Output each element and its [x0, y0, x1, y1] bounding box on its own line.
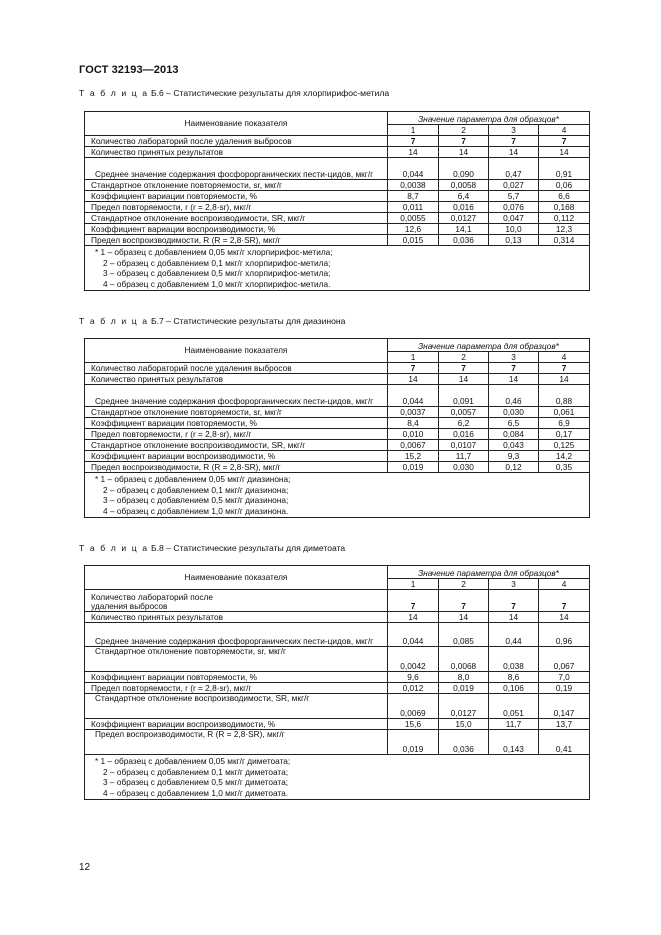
table-row — [85, 407, 590, 418]
value-cell: 0,036 — [439, 730, 489, 755]
value-cell: 0,168 — [539, 202, 590, 213]
value-cell: 0,030 — [439, 462, 489, 473]
value-cell: 0,0057 — [439, 407, 489, 418]
table-row — [85, 235, 590, 246]
value-cell: 14 — [388, 374, 439, 385]
footnote-line: 3 – образец с добавлением 0,5 мкг/г диазинона; — [103, 495, 289, 505]
value-cell: 0,051 — [489, 694, 539, 719]
value-cell: 6,5 — [489, 418, 539, 429]
value-cell: 7 — [539, 590, 590, 612]
row-name-cell: Стандартное отклонение повторяемости, sr, мкг/г — [85, 407, 388, 418]
value-cell: 10,0 — [489, 224, 539, 235]
value-cell: 0,112 — [539, 213, 590, 224]
table-b8-caption-text: Б.8 – Статистические результаты для диметоата — [148, 543, 346, 553]
value-cell: 0,06 — [539, 180, 590, 191]
value-cell: 0,044 — [388, 385, 439, 407]
document-standard-title: ГОСТ 32193—2013 — [79, 64, 179, 76]
table-b7-caption — [79, 316, 345, 326]
value-cell: 0,019 — [388, 730, 439, 755]
value-cell: 15,2 — [388, 451, 439, 462]
value-cell: 9,3 — [489, 451, 539, 462]
footnote-line: 2 – образец с добавлением 0,1 мкг/г диметоата; — [103, 766, 289, 777]
row-name-cell: Среднее значение содержания фосфорорганических пести-цидов, мкг/г — [85, 623, 388, 647]
value-cell: 0,090 — [439, 158, 489, 180]
value-cell: 6,2 — [439, 418, 489, 429]
table-row — [85, 462, 590, 473]
value-cell: 0,17 — [539, 429, 590, 440]
row-name-cell: Количество принятых результатов — [85, 374, 388, 385]
value-cell: 14,2 — [539, 451, 590, 462]
value-cell: 8,7 — [388, 191, 439, 202]
sample-number-cell: 4 — [539, 579, 590, 590]
row-name-cell: Стандартное отклонение воспроизводимости, SR, мкг/г — [85, 440, 388, 451]
footnote-line: 4 – образец с добавлением 1,0 мкг/г хлорпирифос-метила. — [103, 278, 331, 289]
value-cell: 12,6 — [388, 224, 439, 235]
table-b8-caption-label: Т а б л и ц а — [79, 543, 149, 553]
row-name-cell: Предел воспроизводимости, R (R = 2,8·SR), мкг/г — [85, 235, 388, 246]
value-cell: 0,076 — [489, 202, 539, 213]
table-row — [85, 451, 590, 462]
value-cell: 7 — [489, 363, 539, 374]
value-cell: 9,6 — [388, 672, 439, 683]
footnote-line: * 1 – образец с добавлением 0,05 мкг/г диазинона; — [95, 474, 291, 484]
value-cell: 0,036 — [439, 235, 489, 246]
row-name-cell: Количество принятых результатов — [85, 612, 388, 623]
value-cell: 7 — [388, 363, 439, 374]
sample-number-cell: 3 — [489, 125, 539, 136]
value-cell: 0,96 — [539, 623, 590, 647]
value-cell: 14 — [388, 147, 439, 158]
value-cell: 14 — [439, 612, 489, 623]
row-name-cell: Стандартное отклонение воспроизводимости, SR, мкг/г — [85, 694, 388, 719]
table-row — [85, 730, 590, 755]
value-cell: 0,038 — [489, 647, 539, 672]
sample-number-cell: 2 — [439, 579, 489, 590]
table-row — [85, 385, 590, 407]
value-cell: 0,35 — [539, 462, 590, 473]
table-b7-caption-text: Б.7 – Статистические результаты для диазинона — [148, 316, 346, 326]
sample-number-cell: 3 — [489, 352, 539, 363]
value-cell: 14 — [489, 612, 539, 623]
footnote-line: 2 – образец с добавлением 0,1 мкг/г диазинона; — [103, 484, 289, 495]
row-name-cell: Стандартное отклонение повторяемости, sr, мкг/г — [85, 647, 388, 672]
value-cell: 0,0127 — [439, 213, 489, 224]
table-row — [85, 136, 590, 147]
value-cell: 0,0067 — [388, 440, 439, 451]
row-name-cell: Среднее значение содержания фосфорорганических пести-цидов, мкг/г — [85, 158, 388, 180]
table-row — [85, 683, 590, 694]
sample-number-cell: 1 — [388, 579, 439, 590]
table-b6-caption-label: Т а б л и ц а — [79, 88, 149, 98]
header-name-cell: Наименование показателя — [85, 339, 388, 363]
value-cell: 0,061 — [539, 407, 590, 418]
value-cell: 0,085 — [439, 623, 489, 647]
header-values-cell: Значение параметра для образцов* — [388, 566, 590, 579]
value-cell: 15,0 — [439, 719, 489, 730]
value-cell: 0,019 — [439, 683, 489, 694]
row-name-cell: Количество лабораторий после удаления выбросов — [85, 363, 388, 374]
value-cell: 0,91 — [539, 158, 590, 180]
table-row — [85, 623, 590, 647]
value-cell: 0,027 — [489, 180, 539, 191]
row-name-cell: Предел повторяемости, r (r = 2,8·sr), мкг/г — [85, 683, 388, 694]
footnote-line: 3 – образец с добавлением 0,5 мкг/г хлорпирифос-метила; — [103, 268, 331, 278]
value-cell: 11,7 — [439, 451, 489, 462]
footnote-line: * 1 – образец с добавлением 0,05 мкг/г диметоата; — [95, 756, 291, 766]
footnote-line: 4 – образец с добавлением 1,0 мкг/г диазинона. — [103, 505, 289, 516]
value-cell: 0,44 — [489, 623, 539, 647]
value-cell: 0,043 — [489, 440, 539, 451]
value-cell: 0,0055 — [388, 213, 439, 224]
row-name-cell: Предел повторяемости, r (r = 2,8·sr), мкг/г — [85, 429, 388, 440]
value-cell: 14 — [439, 147, 489, 158]
sample-number-cell: 1 — [388, 125, 439, 136]
footnote-row — [85, 473, 590, 518]
value-cell: 0,147 — [539, 694, 590, 719]
footnote-line: 4 – образец с добавлением 1,0 мкг/г диметоата. — [103, 787, 289, 798]
value-cell: 0,0127 — [439, 694, 489, 719]
value-cell: 7 — [539, 363, 590, 374]
value-cell: 0,0068 — [439, 647, 489, 672]
header-values-cell: Значение параметра для образцов* — [388, 112, 590, 125]
sample-number-cell: 3 — [489, 579, 539, 590]
value-cell: 7 — [489, 136, 539, 147]
table-b7 — [84, 338, 590, 518]
table-row — [85, 429, 590, 440]
row-name-cell: Среднее значение содержания фосфорорганических пести-цидов, мкг/г — [85, 385, 388, 407]
table-row — [85, 213, 590, 224]
value-cell: 14 — [439, 374, 489, 385]
value-cell: 0,016 — [439, 429, 489, 440]
table-row — [85, 374, 590, 385]
table-row — [85, 180, 590, 191]
row-name-cell: Стандартное отклонение воспроизводимости, SR, мкг/г — [85, 213, 388, 224]
value-cell: 7,0 — [539, 672, 590, 683]
value-cell: 0,047 — [489, 213, 539, 224]
value-cell: 0,125 — [539, 440, 590, 451]
value-cell: 7 — [489, 590, 539, 612]
value-cell: 6,6 — [539, 191, 590, 202]
value-cell: 0,0037 — [388, 407, 439, 418]
row-name-cell: Предел воспроизводимости, R (R = 2,8·SR), мкг/г — [85, 462, 388, 473]
value-cell: 6,9 — [539, 418, 590, 429]
table-row — [85, 719, 590, 730]
footnote-row — [85, 755, 590, 800]
value-cell: 14 — [489, 374, 539, 385]
row-name-cell: Предел воспроизводимости, R (R = 2,8·SR), мкг/г — [85, 730, 388, 755]
table-b6-caption-text: Б.6 – Статистические результаты для хлорпирифос-метила — [148, 88, 390, 98]
value-cell: 15,6 — [388, 719, 439, 730]
table-row — [85, 363, 590, 374]
footnote-cell — [85, 246, 590, 291]
value-cell: 5,7 — [489, 191, 539, 202]
value-cell: 0,106 — [489, 683, 539, 694]
footnote-line: 3 – образец с добавлением 0,5 мкг/г диметоата; — [103, 777, 289, 787]
value-cell: 8,0 — [439, 672, 489, 683]
sample-number-cell: 2 — [439, 352, 489, 363]
value-cell: 7 — [439, 363, 489, 374]
footnote-cell — [85, 473, 590, 518]
sample-number-cell: 4 — [539, 352, 590, 363]
value-cell: 0,0038 — [388, 180, 439, 191]
table-row — [85, 440, 590, 451]
footnote-line: 2 – образец с добавлением 0,1 мкг/г хлорпирифос-метила; — [103, 257, 331, 268]
row-name-cell: Коэффициент вариации воспроизводимости, % — [85, 719, 388, 730]
value-cell: 8,4 — [388, 418, 439, 429]
value-cell: 0,12 — [489, 462, 539, 473]
row-name-cell: Количество принятых результатов — [85, 147, 388, 158]
value-cell: 0,46 — [489, 385, 539, 407]
value-cell: 0,044 — [388, 623, 439, 647]
table-row — [85, 191, 590, 202]
value-cell: 0,067 — [539, 647, 590, 672]
value-cell: 7 — [439, 590, 489, 612]
header-name-cell: Наименование показателя — [85, 566, 388, 590]
table-b7-caption-label: Т а б л и ц а — [79, 316, 149, 326]
header-values-cell: Значение параметра для образцов* — [388, 339, 590, 352]
value-cell: 0,0042 — [388, 647, 439, 672]
value-cell: 0,011 — [388, 202, 439, 213]
value-cell: 0,314 — [539, 235, 590, 246]
value-cell: 0,012 — [388, 683, 439, 694]
value-cell: 0,016 — [439, 202, 489, 213]
value-cell: 0,010 — [388, 429, 439, 440]
row-name-cell: Количество лабораторий после удаления выбросов — [85, 590, 388, 612]
row-name-cell: Предел повторяемости, r (r = 2,8·sr), мкг/г — [85, 202, 388, 213]
value-cell: 7 — [388, 590, 439, 612]
value-cell: 0,019 — [388, 462, 439, 473]
value-cell: 0,091 — [439, 385, 489, 407]
value-cell: 0,143 — [489, 730, 539, 755]
row-name-cell: Коэффициент вариации повторяемости, % — [85, 191, 388, 202]
header-name-cell: Наименование показателя — [85, 112, 388, 136]
value-cell: 14 — [489, 147, 539, 158]
page-number: 12 — [79, 862, 91, 873]
value-cell: 8,6 — [489, 672, 539, 683]
value-cell: 0,0058 — [439, 180, 489, 191]
table-row — [85, 418, 590, 429]
row-name-cell: Стандартное отклонение повторяемости, sr, мкг/г — [85, 180, 388, 191]
value-cell: 14 — [388, 612, 439, 623]
value-cell: 13,7 — [539, 719, 590, 730]
sample-number-cell: 1 — [388, 352, 439, 363]
row-name-cell: Коэффициент вариации повторяемости, % — [85, 418, 388, 429]
table-b8 — [84, 565, 590, 800]
table-b6-caption — [79, 88, 389, 98]
value-cell: 0,41 — [539, 730, 590, 755]
value-cell: 0,88 — [539, 385, 590, 407]
table-b8-caption — [79, 543, 345, 553]
row-name-cell: Коэффициент вариации воспроизводимости, % — [85, 451, 388, 462]
value-cell: 14 — [539, 147, 590, 158]
value-cell: 7 — [539, 136, 590, 147]
row-name-cell: Количество лабораторий после удаления выбросов — [85, 136, 388, 147]
value-cell: 14 — [539, 612, 590, 623]
footnote-cell — [85, 755, 590, 800]
value-cell: 0,030 — [489, 407, 539, 418]
value-cell: 0,015 — [388, 235, 439, 246]
table-row — [85, 672, 590, 683]
table-row — [85, 202, 590, 213]
value-cell: 0,084 — [489, 429, 539, 440]
value-cell: 7 — [388, 136, 439, 147]
row-name-cell: Коэффициент вариации повторяемости, % — [85, 672, 388, 683]
value-cell: 12,3 — [539, 224, 590, 235]
table-row — [85, 612, 590, 623]
value-cell: 6,4 — [439, 191, 489, 202]
footnote-line: * 1 – образец с добавлением 0,05 мкг/г хлорпирифос-метила; — [95, 247, 333, 257]
value-cell: 0,0069 — [388, 694, 439, 719]
table-row — [85, 590, 590, 612]
footnote-row — [85, 246, 590, 291]
value-cell: 14 — [539, 374, 590, 385]
table-row — [85, 224, 590, 235]
table-row — [85, 158, 590, 180]
table-b6 — [84, 111, 590, 291]
value-cell: 0,0107 — [439, 440, 489, 451]
value-cell: 0,044 — [388, 158, 439, 180]
sample-number-cell: 2 — [439, 125, 489, 136]
value-cell: 7 — [439, 136, 489, 147]
table-row — [85, 694, 590, 719]
table-row — [85, 647, 590, 672]
table-row — [85, 147, 590, 158]
value-cell: 11,7 — [489, 719, 539, 730]
value-cell: 0,13 — [489, 235, 539, 246]
sample-number-cell: 4 — [539, 125, 590, 136]
value-cell: 14,1 — [439, 224, 489, 235]
row-name-cell: Коэффициент вариации воспроизводимости, % — [85, 224, 388, 235]
value-cell: 0,19 — [539, 683, 590, 694]
value-cell: 0,47 — [489, 158, 539, 180]
